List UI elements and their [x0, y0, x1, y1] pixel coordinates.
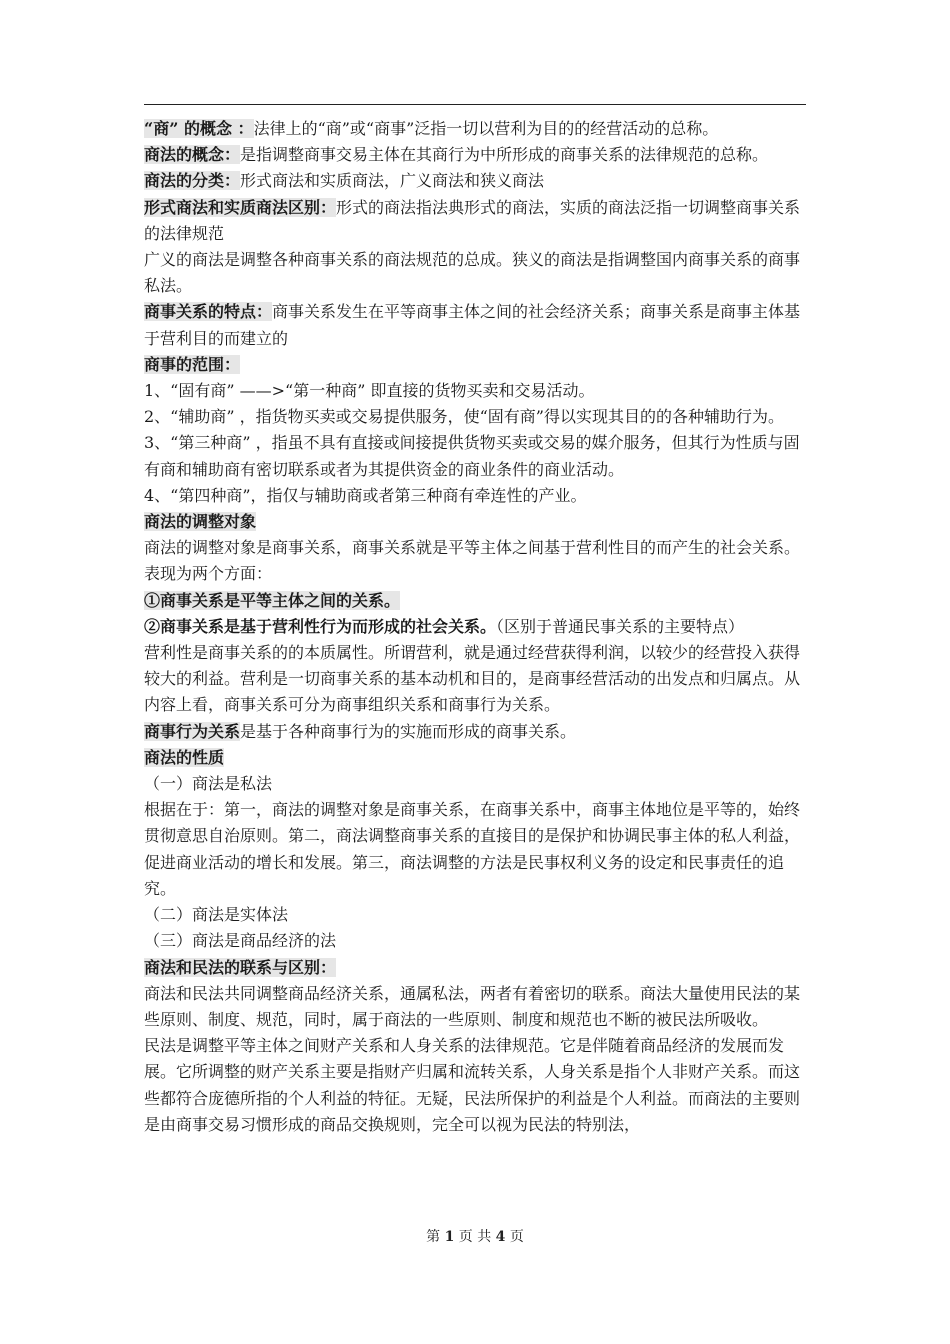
paragraph-civil-law — [144, 1033, 810, 1138]
heading-adjustment-object — [144, 509, 810, 535]
list-item-scope-3 — [144, 430, 810, 482]
paragraph-text: 是指调整商事交易主体在其商行为中所形成的商事关系的法律规范的总称。 — [240, 145, 769, 165]
footer-middle: 页 共 — [458, 1229, 492, 1245]
heading-label: 商法的分类： — [144, 171, 241, 191]
paragraph-text: 2、“辅助商” ，指货物买卖或交易提供服务，使“固有商”得以实现其目的的各种辅助行为。 — [144, 407, 784, 427]
paragraph-text: 根据在于：第一，商法的调整对象是商事关系，在商事关系中，商事主体地位是平等的，始终贯彻意思自治原则。第二，商法调整商事关系的直接目的是保护和协调民事主体的私人利益，促进商业活动的增长和发展。第三，商法调整的方法是民事权利义务的设定和民事责任的追究。 — [144, 800, 801, 898]
paragraph-broad-narrow — [144, 247, 810, 299]
subheading-private-law — [144, 771, 810, 797]
paragraph-civil-commercial-link — [144, 981, 810, 1033]
paragraph-profit-nature — [144, 640, 810, 719]
heading-label: 商事行为关系 — [144, 721, 241, 741]
heading-label: ①商事关系是平等主体之间的关系。 — [144, 590, 401, 610]
heading-label: 商法的性质 — [144, 747, 225, 767]
heading-label: 商事关系的特点： — [144, 302, 273, 322]
list-item-scope-1 — [144, 378, 810, 404]
subheading-substantive-law — [144, 902, 810, 928]
list-item-scope-4 — [144, 483, 810, 509]
paragraph-commercial-act-relation — [144, 719, 810, 745]
footer-suffix: 页 — [509, 1229, 524, 1245]
paragraph-text: 民法是调整平等主体之间财产关系和人身关系的法律规范。它是伴随着商品经济的发展而发展。它所调整的财产关系主要是指财产归属和流转关系，人身关系是指个人非财产关系。而这些都符合庞德所指的个人利益的特征。无疑，民法所保护的利益是个人利益。而商法的主要则是由商事交易习惯形成的商品交换规则，完全可以视为民法的特别法， — [144, 1036, 801, 1134]
heading-label: 商事的范围： — [144, 354, 241, 374]
document-body — [144, 116, 810, 1138]
point-profit-behavior — [144, 614, 810, 640]
heading-civil-vs-commercial — [144, 955, 810, 981]
paragraph-text: 4、“第四种商”，指仅与辅助商或者第三种商有牵连性的产业。 — [144, 485, 587, 505]
paragraph-text: 形式的商法指法典形式的商法，实质的商法泛指一切调整商事关系的法律规范 — [144, 197, 801, 243]
heading-label: 商法的概念： — [144, 145, 241, 165]
point-equal-subjects — [144, 588, 810, 614]
heading-scope — [144, 352, 810, 378]
paragraph-private-law-reason — [144, 797, 810, 902]
paragraph-text: 法律上的“商”或“商事”泛指一切以营利为目的的经营活动的总称。 — [253, 119, 719, 138]
current-page-number: 1 — [444, 1229, 455, 1245]
paragraph-text: 3、“第三种商” ，指虽不具有直接或间接提供货物买卖或交易的媒介服务，但其行为性质与固有商和辅助商有密切联系或者为其提供资金的商业条件的商业活动。 — [144, 433, 800, 479]
page-footer — [0, 1226, 950, 1246]
total-page-number: 4 — [495, 1229, 506, 1245]
paragraph-text: 商法的调整对象是商事关系，商事关系就是平等主体之间基于营利性目的而产生的社会关系。表现为两个方面： — [144, 538, 801, 584]
heading-label: 形式商法和实质商法区别： — [144, 197, 337, 217]
paragraph-relation-features — [144, 299, 810, 351]
paragraph-text: 营利性是商事关系的的本质属性。所谓营利，就是通过经营获得利润，以较少的经营投入获得较大的利益。营利是一切商事关系的基本动机和目的，是商事经营活动的出发点和归属点。从内容上看，商事关系可分为商事组织关系和商事行为关系。 — [144, 643, 801, 715]
paragraph-text: 广义的商法是调整各种商事关系的商法规范的总成。狭义的商法是指调整国内商事关系的商事私法。 — [144, 250, 801, 296]
paragraph-text: 商事关系发生在平等商事主体之间的社会经济关系；商事关系是商事主体基于营利目的而建立的 — [144, 302, 801, 348]
paragraph-text: 1、“固有商” ——>“第一种商” 即直接的货物买卖和交易活动。 — [144, 381, 595, 401]
paragraph-text: （一）商法是私法 — [144, 774, 273, 794]
paragraph-shang-concept — [144, 116, 810, 142]
list-item-scope-2 — [144, 404, 810, 430]
heading-label: “商” 的概念 ： — [144, 119, 254, 138]
heading-label: 商法和民法的联系与区别： — [144, 957, 337, 977]
heading-label: 商法的调整对象 — [144, 512, 257, 532]
heading-label: ②商事关系是基于营利性行为而形成的社会关系。 — [144, 616, 497, 636]
paragraph-text: 是基于各种商事行为的实施而形成的商事关系。 — [240, 721, 577, 741]
heading-nature — [144, 745, 810, 771]
paragraph-text: （区别于普通民事关系的主要特点） — [496, 616, 745, 636]
paragraph-text: （二）商法是实体法 — [144, 905, 289, 925]
paragraph-adjustment-object — [144, 535, 810, 587]
paragraph-formal-vs-substantive — [144, 195, 810, 247]
footer-prefix: 第 — [426, 1229, 441, 1245]
paragraph-classification — [144, 168, 810, 194]
header-rule — [144, 104, 806, 105]
paragraph-text: （三）商法是商品经济的法 — [144, 931, 337, 951]
paragraph-text: 形式商法和实质商法，广义商法和狭义商法 — [240, 171, 545, 191]
subheading-commodity-economy-law — [144, 928, 810, 954]
paragraph-commercial-law-concept — [144, 142, 810, 168]
paragraph-text: 商法和民法共同调整商品经济关系，通属私法，两者有着密切的联系。商法大量使用民法的某些原则、制度、规范，同时，属于商法的一些原则、制度和规范也不断的被民法所吸收。 — [144, 983, 801, 1029]
